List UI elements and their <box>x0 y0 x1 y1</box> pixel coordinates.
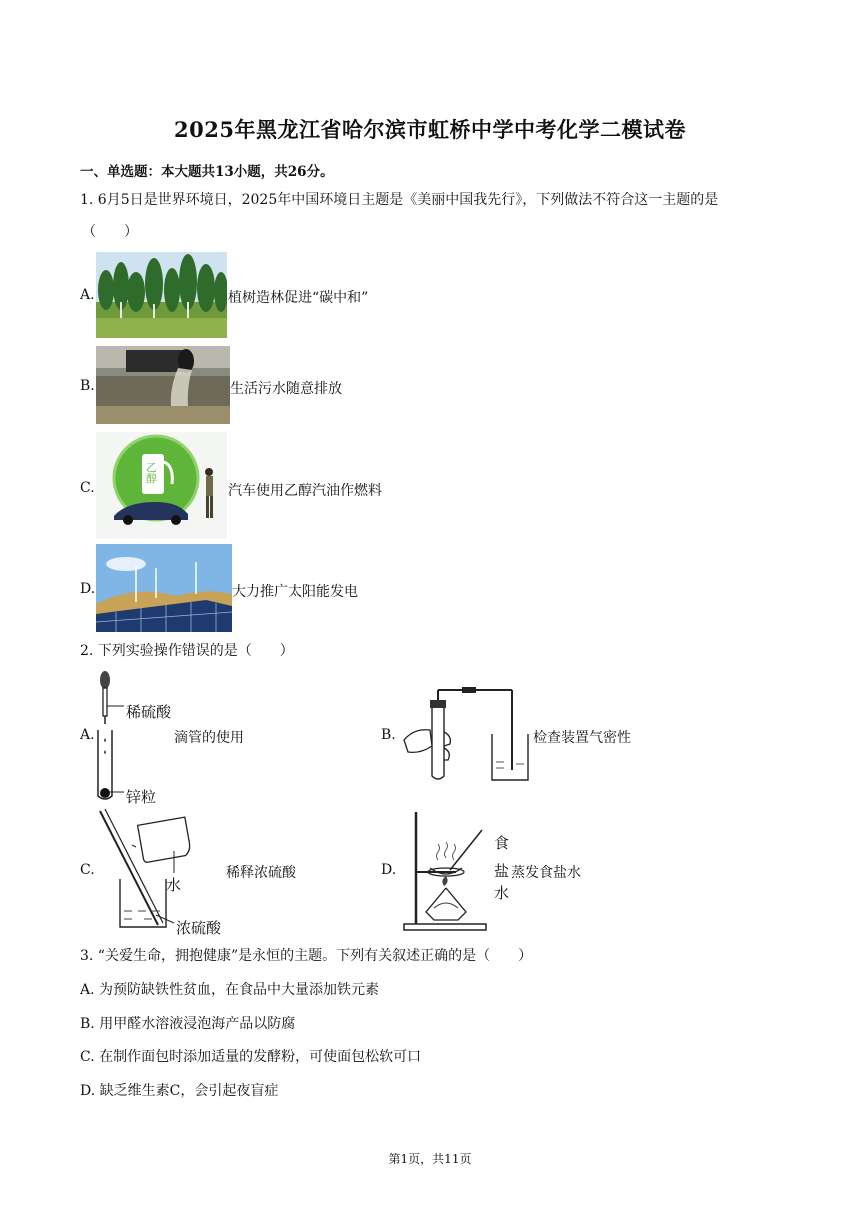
forest-image <box>96 252 227 338</box>
q2-option-a-letter: A. <box>80 727 95 743</box>
dilute-sulfuric-acid-label: 稀硫酸 <box>126 703 172 721</box>
q2-option-c-text: 稀释浓硫酸 <box>226 865 296 881</box>
q1-option-d-letter: D. <box>80 581 96 597</box>
salt-label-2: 盐 <box>494 862 510 880</box>
solar-panel-image <box>96 544 232 632</box>
sewage-pipe-icon <box>96 346 230 424</box>
q2-stem: 2. 下列实验操作错误的是（ ） <box>80 643 294 659</box>
page-title: 2025年黑龙江省哈尔滨市虹桥中学中考化学二模试卷 <box>174 117 686 142</box>
q1-option-d-text: 大力推广太阳能发电 <box>232 584 358 600</box>
q2-option-c-letter: C. <box>80 862 95 878</box>
sewage-pipe-image <box>96 346 230 424</box>
salt-label-1: 食 <box>494 834 510 852</box>
q2-option-d-text: 蒸发食盐水 <box>511 865 581 881</box>
q1-option-a-letter: A. <box>80 287 95 303</box>
conc-sulfuric-acid-label: 浓硫酸 <box>176 919 222 937</box>
salt-label-3: 水 <box>494 884 510 902</box>
q1-option-b-letter: B. <box>80 378 95 394</box>
q1-stem-line2: （ ） <box>82 224 138 240</box>
ethanol-glyph: 乙醇 <box>146 461 157 485</box>
q2-option-b-text: 检查装置气密性 <box>533 730 631 746</box>
forest-icon <box>96 252 227 338</box>
ethanol-pump-icon <box>96 432 227 539</box>
zinc-label: 锌粒 <box>126 788 157 806</box>
q2-option-d-letter: D. <box>381 862 397 878</box>
solar-panel-icon <box>96 544 232 632</box>
airtightness-diagram <box>400 684 534 784</box>
q1-option-c-letter: C. <box>80 480 95 496</box>
dropper-diagram <box>94 668 174 804</box>
q3-option-a: A. 为预防缺铁性贫血，在食品中大量添加铁元素 <box>80 982 380 998</box>
q3-option-b: B. 用甲醛水溶液浸泡海产品以防腐 <box>80 1016 296 1032</box>
page-footer: 第1页，共11页 <box>388 1152 472 1166</box>
ethanol-car-image <box>96 432 227 539</box>
q3-option-c: C. 在制作面包时添加适量的发酵粉，可使面包松软可口 <box>80 1049 422 1065</box>
evaporation-diagram <box>400 808 490 934</box>
q2-option-a-text: 滴管的使用 <box>174 730 244 746</box>
dilution-diagram <box>96 807 226 935</box>
section-heading: 一、单选题：本大题共13小题，共26分。 <box>80 164 334 180</box>
q1-stem-line1: 1. 6月5日是世界环境日，2025年中国环境日主题是《美丽中国我先行》，下列做法不符合这一主题的是 <box>80 192 719 208</box>
q1-option-b-text: 生活污水随意排放 <box>230 381 342 397</box>
q1-option-a-text: 植树造林促进“碳中和” <box>228 290 369 306</box>
water-label: 水 <box>166 876 182 894</box>
q1-option-c-text: 汽车使用乙醇汽油作燃料 <box>228 483 382 499</box>
q3-option-d: D. 缺乏维生素C，会引起夜盲症 <box>80 1083 279 1099</box>
q3-stem: 3. “关爱生命，拥抱健康”是永恒的主题。下列有关叙述正确的是（ ） <box>80 948 533 964</box>
q2-option-b-letter: B. <box>381 727 396 743</box>
